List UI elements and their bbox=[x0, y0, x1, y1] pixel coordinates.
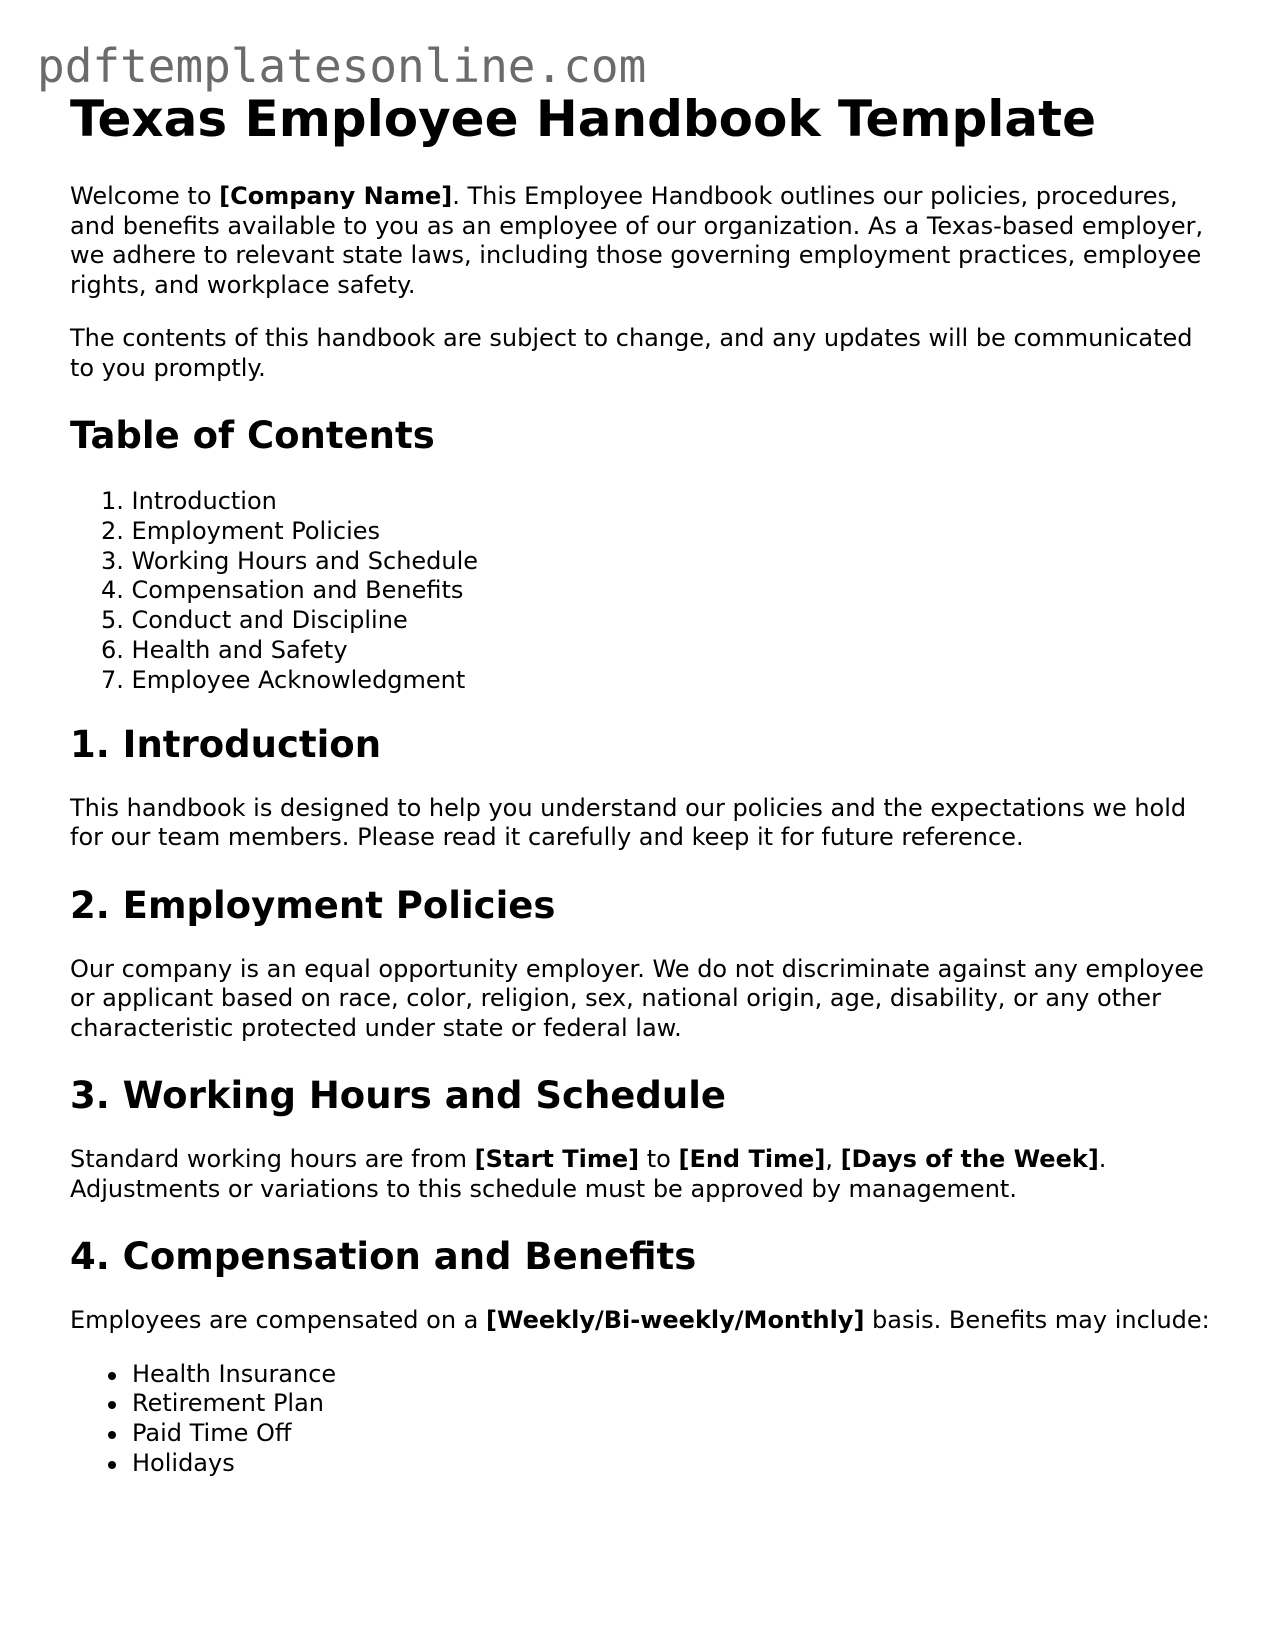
toc-item: 4. Compensation and Benefits bbox=[101, 576, 464, 605]
bullet-icon bbox=[108, 1461, 116, 1469]
company-name-placeholder: [Company Name] bbox=[219, 182, 453, 210]
toc-heading: Table of Contents bbox=[70, 414, 435, 457]
document-page bbox=[70, 88, 1210, 1506]
bullet-icon bbox=[108, 1431, 116, 1439]
benefit-item: Retirement Plan bbox=[70, 1389, 1210, 1419]
toc-item: 7. Employee Acknowledgment bbox=[101, 665, 466, 694]
toc-item: 6. Health and Safety bbox=[101, 635, 348, 664]
benefit-item: Paid Time Off bbox=[70, 1419, 1210, 1449]
watermark: pdftemplatesonline.com bbox=[37, 39, 647, 93]
days-placeholder: [Days of the Week] bbox=[840, 1145, 1099, 1174]
bullet-icon bbox=[108, 1401, 116, 1409]
section-heading-hours: 3. Working Hours and Schedule bbox=[70, 1074, 727, 1118]
document-title: Texas Employee Handbook Template bbox=[70, 90, 1096, 148]
bullet-icon bbox=[108, 1372, 116, 1380]
toc-item: 1. Introduction bbox=[101, 487, 277, 515]
section-heading-employment: 2. Employment Policies bbox=[70, 883, 556, 927]
intro-paragraph-2: The contents of this handbook are subject to change, and any updates will be communicated to you promptly. bbox=[70, 324, 1193, 382]
end-time-placeholder: [End Time] bbox=[678, 1145, 826, 1174]
intro-paragraph-1: Welcome to [Company Name]. This Employee Handbook outlines our policies, procedures, and benefits available to you as an employee of our organization. As a Texas-based employer, we adhere to relevant state laws, including those governing employment practices, employee rights, and workplace safety. bbox=[70, 182, 1204, 299]
toc-item: 5. Conduct and Discipline bbox=[101, 606, 408, 635]
benefits-list bbox=[70, 1360, 1210, 1479]
toc-list bbox=[70, 487, 1210, 696]
section-body-employment: Our company is an equal opportunity employer. We do not discriminate against any employee or applicant based on race, color, religion, sex, national origin, age, disability, or any other characteristic protected under state or federal law. bbox=[70, 954, 1204, 1042]
toc-item: 2. Employment Policies bbox=[101, 516, 381, 545]
section-heading-introduction: 1. Introduction bbox=[70, 722, 382, 766]
toc-item: 3. Working Hours and Schedule bbox=[101, 546, 479, 575]
section-heading-compensation: 4. Compensation and Benefits bbox=[70, 1235, 697, 1279]
benefit-item: Holidays bbox=[70, 1449, 1210, 1479]
pay-basis-placeholder: [Weekly/Bi-weekly/Monthly] bbox=[486, 1306, 865, 1335]
start-time-placeholder: [Start Time] bbox=[474, 1145, 640, 1174]
section-body-introduction: This handbook is designed to help you understand our policies and the expectations we hold for our team members. Please read it carefully and keep it for future reference. bbox=[70, 793, 1187, 852]
section-body-compensation: Employees are compensated on a [Weekly/Bi-weekly/Monthly] basis. Benefits may include: bbox=[70, 1306, 1210, 1335]
benefit-item: Health Insurance bbox=[70, 1360, 1210, 1390]
section-body-hours: Standard working hours are from [Start Time] to [End Time], [Days of the Week]. Adjustments or variations to this schedule must be approved by management. bbox=[70, 1145, 1107, 1203]
